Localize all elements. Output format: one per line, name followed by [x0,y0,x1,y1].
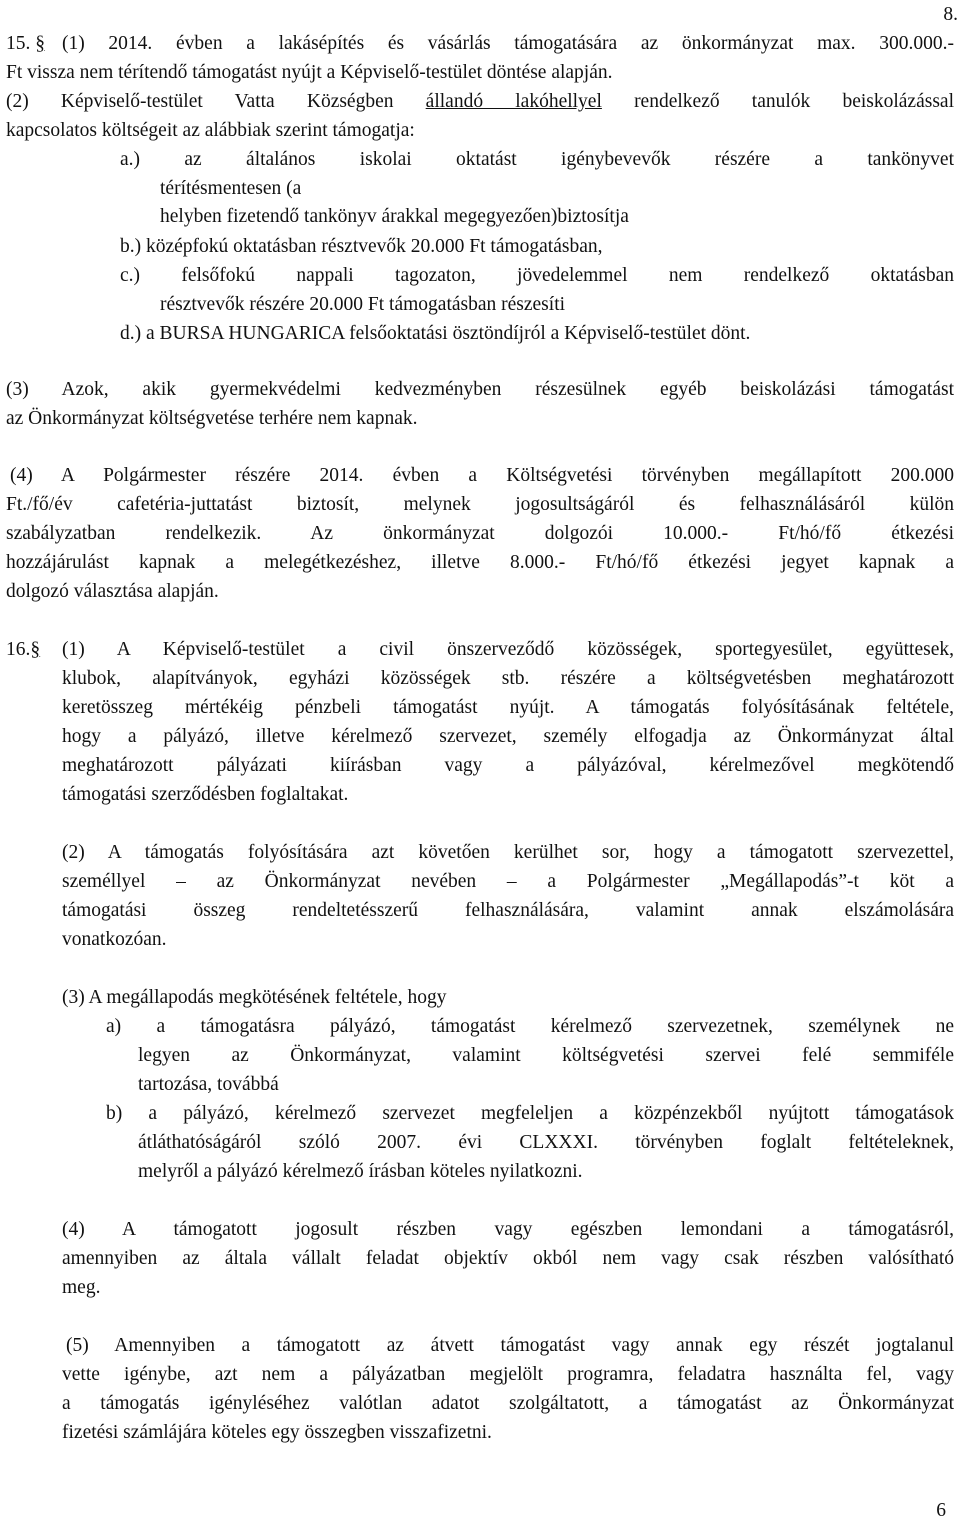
s15-item-c-line2: résztvevők részére 20.000 Ft támogatásban részesíti [160,294,566,315]
s16-p3b-line2: átláthatóságáról szóló 2007. évi CLXXXI. törvényben foglalt feltételeknek, [138,1132,954,1153]
section-label: 8. [943,4,958,25]
section-15-heading [6,29,45,58]
s16-p4-line3: meg. [62,1277,101,1298]
s16-p1-line6: támogatási szerződésben foglaltakat. [62,784,349,805]
s15-p2-line2: kapcsolatos költségeit az alábbiak szerint támogatja: [6,120,415,141]
s15-p2-underlined: állandó lakóhellyel [425,91,602,112]
s15-p4-line4: hozzájárulást kapnak a melegétkezéshez, illetve 8.000.- Ft/hó/fő étkezési jegyet kapnak a [6,552,954,573]
s16-p2-line1: (2) A támogatás folyósítására azt követően kerülhet sor, hogy a támogatott szervezettel, [62,842,954,863]
s15-p2-line1 [6,87,954,116]
s16-p4-line1: (4) A támogatott jogosult részben vagy egészben lemondani a támogatásról, [62,1219,954,1240]
s16-p3a-line2: legyen az Önkormányzat, valamint költségvetési szervei felé semmiféle [138,1045,954,1066]
s16-p3-intro: (3) A megállapodás megkötésének feltétele, hogy [62,987,447,1008]
s15-p2-pre: (2) Képviselő-testület Vatta Községben [6,91,426,112]
section-16-heading [6,635,40,664]
s16-p5-line2: vette igénybe, azt nem a pályázatban megjelölt programra, feladatra használta fel, vagy [62,1364,954,1385]
s16-p3a-line1: a) a támogatásra pályázó, támogatást kérelmező szervezetnek, személynek ne [106,1016,954,1037]
s15-item-c-line1: c.) felsőfokú nappali tagozaton, jövedelemmel nem rendelkező oktatásban [120,265,954,286]
s16-p5-line3: a támogatás igényléséhez valótlan adatot szolgáltatott, a támogatást az Önkormányzat [62,1393,954,1414]
section-16-number: 16. [6,639,31,660]
s15-p4-line2: Ft./fő/év cafetéria-juttatást biztosít, melynek jogosultságáról és felhasználásáról külön [6,494,954,515]
s15-item-b: b.) középfokú oktatásban résztvevők 20.000 Ft támogatásban, [120,236,603,257]
s16-p1-line4: hogy a pályázó, illetve kérelmező szervezet, személy elfogadja az Önkormányzat által [62,726,954,747]
s15-p3-line2: az Önkormányzat költségvetése terhére nem kapnak. [6,408,418,429]
s16-p3b-line1: b) a pályázó, kérelmező szervezet megfeleljen a közpénzekből nyújtott támogatások [106,1103,954,1124]
s15-p4-line5: dolgozó választása alapján. [6,581,219,602]
s16-p1-line2: klubok, alapítványok, egyházi közösségek stb. részére a költségvetésben meghatározott [62,668,954,689]
s16-p2-line4: vonatkozóan. [62,929,167,950]
page-number: 6 [936,1500,946,1521]
s15-p1-line2: Ft vissza nem térítendő támogatást nyújt a Képviselő-testület döntése alapján. [6,62,613,83]
s16-p1-line3: keretösszeg mértékéig pénzbeli támogatást nyújt. A támogatás folyósításának feltétele, [62,697,954,718]
section-15-sign: § [35,33,45,54]
s15-item-a-line3: helyben fizetendő tankönyv árakkal megegyezően)biztosítja [160,206,629,227]
s16-p1-line1: (1) A Képviselő-testület a civil önszerveződő közösségek, sportegyesület, együttesek, [62,639,954,660]
s16-p4-line2: amennyiben az általa vállalt feladat objektív okból nem vagy csak részben valósítható [62,1248,954,1269]
s16-p1-line5: meghatározott pályázati kiírásban vagy a pályázóval, kérelmezővel megkötendő [62,755,954,776]
s16-p5-line1: (5) Amennyiben a támogatott az átvett támogatást vagy annak egy részét jogtalanul [66,1335,954,1356]
s16-p3b-line3: melyről a pályázó kérelmező írásban köteles nyilatkozni. [138,1161,583,1182]
s15-p2-post: rendelkező tanulók beiskolázással [601,91,954,112]
s16-p3a-line3: tartozása, továbbá [138,1074,279,1095]
s16-p2-line2: személlyel – az Önkormányzat nevében – a Polgármester „Megállapodás”-t köt a [62,871,954,892]
s15-item-d: d.) a BURSA HUNGARICA felsőoktatási ösztöndíjról a Képviselő-testület dönt. [120,323,751,344]
section-16-sign: § [30,639,41,660]
section-15-number: 15. [6,33,31,54]
s15-item-a-line1: a.) az általános iskolai oktatást igénybevevők részére a tankönyvet [120,149,954,170]
s16-p5-line4: fizetési számlájára köteles egy összegben visszafizetni. [62,1422,492,1443]
s15-p4-line1: (4) A Polgármester részére 2014. évben a Költségvetési törvényben megállapított 200.000 [10,465,954,486]
s15-p1-line1: (1) 2014. évben a lakásépítés és vásárlás támogatására az önkormányzat max. 300.000.- [62,33,954,54]
s15-p4-line3: szabályzatban rendelkezik. Az önkormányzat dolgozói 10.000.- Ft/hó/fő étkezési [6,523,954,544]
s16-p2-line3: támogatási összeg rendeltetésszerű felhasználására, valamint annak elszámolására [62,900,954,921]
s15-item-a-line2: térítésmentesen (a [160,178,302,199]
s15-p3-line1: (3) Azok, akik gyermekvédelmi kedvezményben részesülnek egyéb beiskolázási támogatást [6,379,954,400]
